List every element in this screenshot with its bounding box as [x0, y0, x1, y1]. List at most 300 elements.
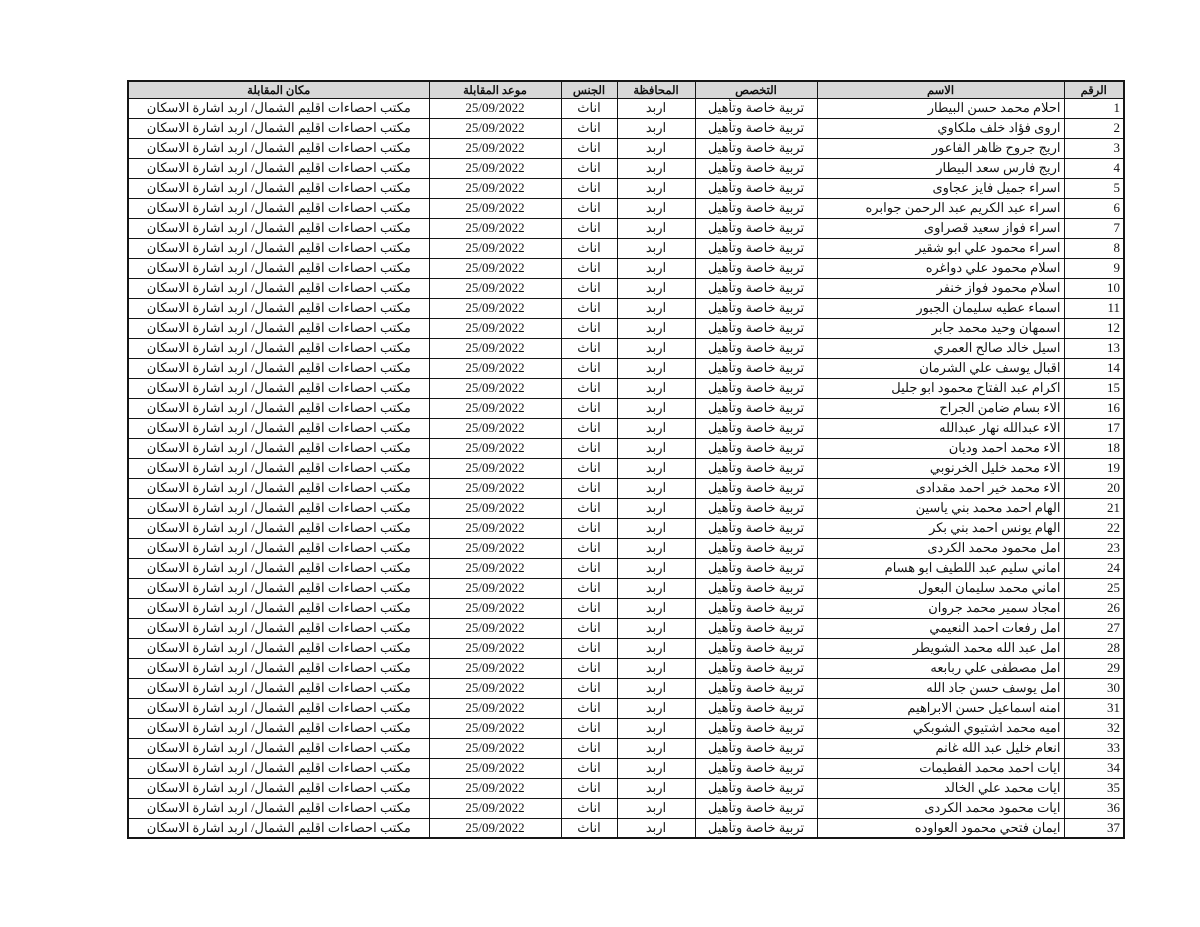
cell-name: اسراء عبد الكريم عبد الرحمن جوابره: [817, 198, 1064, 218]
cell-location: مكتب احصاءات اقليم الشمال/ اربد اشارة الاسكان: [128, 498, 429, 518]
cell-gender: اناث: [561, 258, 617, 278]
cell-gov: اربد: [617, 698, 695, 718]
cell-name: اقبال يوسف علي الشرمان: [817, 358, 1064, 378]
cell-gender: اناث: [561, 398, 617, 418]
cell-name: اريج فارس سعد البيطار: [817, 158, 1064, 178]
table-row: [128, 238, 1124, 258]
cell-num: 37: [1064, 818, 1124, 838]
cell-num: 10: [1064, 278, 1124, 298]
cell-spec: تربية خاصة وتأهيل: [695, 418, 817, 438]
cell-date: 25/09/2022: [429, 538, 561, 558]
cell-gender: اناث: [561, 798, 617, 818]
interview-schedule-table: [127, 80, 1125, 839]
cell-num: 28: [1064, 638, 1124, 658]
cell-location: مكتب احصاءات اقليم الشمال/ اربد اشارة الاسكان: [128, 518, 429, 538]
cell-location: مكتب احصاءات اقليم الشمال/ اربد اشارة الاسكان: [128, 198, 429, 218]
cell-date: 25/09/2022: [429, 478, 561, 498]
cell-date: 25/09/2022: [429, 418, 561, 438]
cell-gender: اناث: [561, 558, 617, 578]
cell-date: 25/09/2022: [429, 638, 561, 658]
cell-spec: تربية خاصة وتأهيل: [695, 598, 817, 618]
cell-location: مكتب احصاءات اقليم الشمال/ اربد اشارة الاسكان: [128, 398, 429, 418]
cell-name: امنه اسماعيل حسن الابراهيم: [817, 698, 1064, 718]
cell-gender: اناث: [561, 778, 617, 798]
cell-gender: اناث: [561, 418, 617, 438]
cell-gov: اربد: [617, 598, 695, 618]
table-row: [128, 518, 1124, 538]
table-header: [128, 81, 1124, 98]
cell-gov: اربد: [617, 358, 695, 378]
cell-gender: اناث: [561, 118, 617, 138]
cell-name: ايات محمود محمد الكردى: [817, 798, 1064, 818]
cell-num: 15: [1064, 378, 1124, 398]
cell-gov: اربد: [617, 638, 695, 658]
cell-num: 35: [1064, 778, 1124, 798]
cell-num: 4: [1064, 158, 1124, 178]
cell-date: 25/09/2022: [429, 438, 561, 458]
cell-spec: تربية خاصة وتأهيل: [695, 518, 817, 538]
col-header-interview-date: موعد المقابلة: [429, 81, 561, 98]
cell-gender: اناث: [561, 758, 617, 778]
cell-gender: اناث: [561, 618, 617, 638]
cell-gender: اناث: [561, 158, 617, 178]
cell-date: 25/09/2022: [429, 378, 561, 398]
cell-num: 12: [1064, 318, 1124, 338]
cell-location: مكتب احصاءات اقليم الشمال/ اربد اشارة الاسكان: [128, 298, 429, 318]
cell-spec: تربية خاصة وتأهيل: [695, 118, 817, 138]
cell-gov: اربد: [617, 738, 695, 758]
cell-date: 25/09/2022: [429, 758, 561, 778]
cell-location: مكتب احصاءات اقليم الشمال/ اربد اشارة الاسكان: [128, 118, 429, 138]
table-row: [128, 538, 1124, 558]
cell-location: مكتب احصاءات اقليم الشمال/ اربد اشارة الاسكان: [128, 698, 429, 718]
cell-name: امل محمود محمد الكردى: [817, 538, 1064, 558]
cell-spec: تربية خاصة وتأهيل: [695, 438, 817, 458]
cell-name: امل رفعات احمد النعيمي: [817, 618, 1064, 638]
cell-num: 25: [1064, 578, 1124, 598]
cell-date: 25/09/2022: [429, 358, 561, 378]
cell-gender: اناث: [561, 518, 617, 538]
cell-num: 21: [1064, 498, 1124, 518]
col-header-gender: الجنس: [561, 81, 617, 98]
cell-gov: اربد: [617, 198, 695, 218]
cell-spec: تربية خاصة وتأهيل: [695, 278, 817, 298]
cell-location: مكتب احصاءات اقليم الشمال/ اربد اشارة الاسكان: [128, 798, 429, 818]
cell-num: 1: [1064, 98, 1124, 118]
table-row: [128, 378, 1124, 398]
cell-date: 25/09/2022: [429, 598, 561, 618]
table-row: [128, 458, 1124, 478]
cell-spec: تربية خاصة وتأهيل: [695, 198, 817, 218]
cell-num: 18: [1064, 438, 1124, 458]
cell-gender: اناث: [561, 458, 617, 478]
cell-gov: اربد: [617, 338, 695, 358]
cell-date: 25/09/2022: [429, 698, 561, 718]
table-row: [128, 118, 1124, 138]
cell-name: الاء عبدالله نهار عبدالله: [817, 418, 1064, 438]
cell-location: مكتب احصاءات اقليم الشمال/ اربد اشارة الاسكان: [128, 338, 429, 358]
table-row: [128, 758, 1124, 778]
cell-name: اسيل خالد صالح العمري: [817, 338, 1064, 358]
cell-date: 25/09/2022: [429, 318, 561, 338]
cell-gov: اربد: [617, 818, 695, 838]
cell-spec: تربية خاصة وتأهيل: [695, 178, 817, 198]
cell-gender: اناث: [561, 658, 617, 678]
table-row: [128, 578, 1124, 598]
cell-num: 36: [1064, 798, 1124, 818]
cell-name: انعام خليل عبد الله غانم: [817, 738, 1064, 758]
cell-num: 13: [1064, 338, 1124, 358]
table-row: [128, 778, 1124, 798]
cell-gov: اربد: [617, 578, 695, 598]
table-row: [128, 418, 1124, 438]
cell-location: مكتب احصاءات اقليم الشمال/ اربد اشارة الاسكان: [128, 318, 429, 338]
cell-gov: اربد: [617, 458, 695, 478]
cell-num: 8: [1064, 238, 1124, 258]
cell-gender: اناث: [561, 738, 617, 758]
cell-spec: تربية خاصة وتأهيل: [695, 718, 817, 738]
cell-date: 25/09/2022: [429, 118, 561, 138]
cell-location: مكتب احصاءات اقليم الشمال/ اربد اشارة الاسكان: [128, 478, 429, 498]
cell-num: 20: [1064, 478, 1124, 498]
cell-gender: اناث: [561, 698, 617, 718]
cell-gov: اربد: [617, 658, 695, 678]
cell-gov: اربد: [617, 398, 695, 418]
cell-location: مكتب احصاءات اقليم الشمال/ اربد اشارة الاسكان: [128, 558, 429, 578]
cell-gov: اربد: [617, 418, 695, 438]
col-header-governorate: المحافظة: [617, 81, 695, 98]
cell-gov: اربد: [617, 378, 695, 398]
table-row: [128, 158, 1124, 178]
cell-location: مكتب احصاءات اقليم الشمال/ اربد اشارة الاسكان: [128, 158, 429, 178]
cell-num: 11: [1064, 298, 1124, 318]
table-row: [128, 598, 1124, 618]
cell-gender: اناث: [561, 198, 617, 218]
cell-date: 25/09/2022: [429, 458, 561, 478]
cell-num: 34: [1064, 758, 1124, 778]
cell-gender: اناث: [561, 138, 617, 158]
cell-spec: تربية خاصة وتأهيل: [695, 578, 817, 598]
cell-date: 25/09/2022: [429, 218, 561, 238]
table-row: [128, 278, 1124, 298]
table-row: [128, 618, 1124, 638]
cell-num: 24: [1064, 558, 1124, 578]
cell-name: اماني سليم عبد اللطيف ابو هسام: [817, 558, 1064, 578]
cell-location: مكتب احصاءات اقليم الشمال/ اربد اشارة الاسكان: [128, 278, 429, 298]
cell-gov: اربد: [617, 758, 695, 778]
cell-gov: اربد: [617, 138, 695, 158]
cell-location: مكتب احصاءات اقليم الشمال/ اربد اشارة الاسكان: [128, 378, 429, 398]
cell-name: اكرام عبد الفتاح محمود ابو جليل: [817, 378, 1064, 398]
cell-num: 5: [1064, 178, 1124, 198]
table-row: [128, 738, 1124, 758]
cell-date: 25/09/2022: [429, 198, 561, 218]
cell-location: مكتب احصاءات اقليم الشمال/ اربد اشارة الاسكان: [128, 778, 429, 798]
cell-gender: اناث: [561, 218, 617, 238]
cell-date: 25/09/2022: [429, 278, 561, 298]
cell-name: اسلام محمود فواز خنفر: [817, 278, 1064, 298]
cell-date: 25/09/2022: [429, 398, 561, 418]
cell-spec: تربية خاصة وتأهيل: [695, 398, 817, 418]
table-row: [128, 338, 1124, 358]
cell-date: 25/09/2022: [429, 798, 561, 818]
table-row: [128, 498, 1124, 518]
cell-name: اسمهان وحيد محمد جابر: [817, 318, 1064, 338]
cell-gov: اربد: [617, 678, 695, 698]
cell-num: 31: [1064, 698, 1124, 718]
cell-name: اسماء عطيه سليمان الجبور: [817, 298, 1064, 318]
cell-spec: تربية خاصة وتأهيل: [695, 338, 817, 358]
cell-gov: اربد: [617, 618, 695, 638]
table-row: [128, 138, 1124, 158]
cell-date: 25/09/2022: [429, 618, 561, 638]
table-row: [128, 318, 1124, 338]
table-row: [128, 638, 1124, 658]
cell-spec: تربية خاصة وتأهيل: [695, 98, 817, 118]
cell-location: مكتب احصاءات اقليم الشمال/ اربد اشارة الاسكان: [128, 138, 429, 158]
cell-gov: اربد: [617, 158, 695, 178]
cell-spec: تربية خاصة وتأهيل: [695, 798, 817, 818]
table-row: [128, 198, 1124, 218]
cell-location: مكتب احصاءات اقليم الشمال/ اربد اشارة الاسكان: [128, 678, 429, 698]
table-row: [128, 478, 1124, 498]
cell-gender: اناث: [561, 498, 617, 518]
cell-name: الهام يونس احمد بني بكر: [817, 518, 1064, 538]
cell-gov: اربد: [617, 478, 695, 498]
cell-spec: تربية خاصة وتأهيل: [695, 138, 817, 158]
cell-date: 25/09/2022: [429, 238, 561, 258]
table-row: [128, 658, 1124, 678]
table-row: [128, 818, 1124, 838]
cell-spec: تربية خاصة وتأهيل: [695, 618, 817, 638]
cell-location: مكتب احصاءات اقليم الشمال/ اربد اشارة الاسكان: [128, 658, 429, 678]
cell-name: ايات محمد علي الخالد: [817, 778, 1064, 798]
cell-gender: اناث: [561, 538, 617, 558]
cell-location: مكتب احصاءات اقليم الشمال/ اربد اشارة الاسكان: [128, 618, 429, 638]
cell-num: 33: [1064, 738, 1124, 758]
cell-spec: تربية خاصة وتأهيل: [695, 758, 817, 778]
table-row: [128, 798, 1124, 818]
cell-location: مكتب احصاءات اقليم الشمال/ اربد اشارة الاسكان: [128, 98, 429, 118]
cell-date: 25/09/2022: [429, 338, 561, 358]
table-row: [128, 298, 1124, 318]
cell-name: الاء محمد خليل الخرنوبي: [817, 458, 1064, 478]
cell-date: 25/09/2022: [429, 678, 561, 698]
cell-num: 17: [1064, 418, 1124, 438]
cell-spec: تربية خاصة وتأهيل: [695, 458, 817, 478]
cell-date: 25/09/2022: [429, 298, 561, 318]
cell-location: مكتب احصاءات اقليم الشمال/ اربد اشارة الاسكان: [128, 818, 429, 838]
table-row: [128, 218, 1124, 238]
cell-num: 29: [1064, 658, 1124, 678]
cell-gender: اناث: [561, 298, 617, 318]
cell-date: 25/09/2022: [429, 98, 561, 118]
cell-gender: اناث: [561, 338, 617, 358]
cell-name: اميه محمد اشتيوي الشوبكي: [817, 718, 1064, 738]
cell-spec: تربية خاصة وتأهيل: [695, 358, 817, 378]
table-row: [128, 258, 1124, 278]
cell-gender: اناث: [561, 358, 617, 378]
cell-spec: تربية خاصة وتأهيل: [695, 318, 817, 338]
cell-gov: اربد: [617, 298, 695, 318]
cell-gender: اناث: [561, 238, 617, 258]
cell-spec: تربية خاصة وتأهيل: [695, 778, 817, 798]
cell-location: مكتب احصاءات اقليم الشمال/ اربد اشارة الاسكان: [128, 358, 429, 378]
cell-name: اسراء فواز سعيد قصراوى: [817, 218, 1064, 238]
cell-name: الهام احمد محمد بني ياسين: [817, 498, 1064, 518]
cell-name: امل مصطفى علي ربابعه: [817, 658, 1064, 678]
cell-num: 2: [1064, 118, 1124, 138]
cell-spec: تربية خاصة وتأهيل: [695, 538, 817, 558]
cell-num: 32: [1064, 718, 1124, 738]
cell-spec: تربية خاصة وتأهيل: [695, 738, 817, 758]
cell-gender: اناث: [561, 178, 617, 198]
cell-spec: تربية خاصة وتأهيل: [695, 478, 817, 498]
cell-num: 6: [1064, 198, 1124, 218]
cell-num: 19: [1064, 458, 1124, 478]
cell-date: 25/09/2022: [429, 578, 561, 598]
cell-gender: اناث: [561, 378, 617, 398]
cell-spec: تربية خاصة وتأهيل: [695, 238, 817, 258]
table-body: [128, 98, 1124, 838]
cell-location: مكتب احصاءات اقليم الشمال/ اربد اشارة الاسكان: [128, 458, 429, 478]
cell-location: مكتب احصاءات اقليم الشمال/ اربد اشارة الاسكان: [128, 218, 429, 238]
cell-name: ايات احمد محمد الفطيمات: [817, 758, 1064, 778]
table-row: [128, 558, 1124, 578]
cell-name: اسراء محمود علي ابو شقير: [817, 238, 1064, 258]
header-row: [128, 81, 1124, 98]
cell-location: مكتب احصاءات اقليم الشمال/ اربد اشارة الاسكان: [128, 718, 429, 738]
cell-gov: اربد: [617, 178, 695, 198]
cell-spec: تربية خاصة وتأهيل: [695, 498, 817, 518]
col-header-name: الاسم: [817, 81, 1064, 98]
table-row: [128, 678, 1124, 698]
col-header-specialization: التخصص: [695, 81, 817, 98]
cell-location: مكتب احصاءات اقليم الشمال/ اربد اشارة الاسكان: [128, 178, 429, 198]
cell-date: 25/09/2022: [429, 178, 561, 198]
cell-date: 25/09/2022: [429, 558, 561, 578]
cell-location: مكتب احصاءات اقليم الشمال/ اربد اشارة الاسكان: [128, 438, 429, 458]
cell-num: 9: [1064, 258, 1124, 278]
cell-gender: اناث: [561, 598, 617, 618]
cell-name: الاء محمد خير احمد مقدادى: [817, 478, 1064, 498]
cell-gov: اربد: [617, 238, 695, 258]
cell-date: 25/09/2022: [429, 658, 561, 678]
cell-location: مكتب احصاءات اقليم الشمال/ اربد اشارة الاسكان: [128, 578, 429, 598]
cell-gov: اربد: [617, 518, 695, 538]
cell-num: 26: [1064, 598, 1124, 618]
cell-spec: تربية خاصة وتأهيل: [695, 378, 817, 398]
table-row: [128, 698, 1124, 718]
cell-gender: اناث: [561, 818, 617, 838]
cell-spec: تربية خاصة وتأهيل: [695, 558, 817, 578]
cell-name: امجاد سمير محمد جروان: [817, 598, 1064, 618]
cell-num: 3: [1064, 138, 1124, 158]
cell-name: الاء محمد احمد وديان: [817, 438, 1064, 458]
cell-num: 23: [1064, 538, 1124, 558]
cell-spec: تربية خاصة وتأهيل: [695, 818, 817, 838]
cell-gov: اربد: [617, 278, 695, 298]
table-row: [128, 718, 1124, 738]
cell-gov: اربد: [617, 118, 695, 138]
cell-gov: اربد: [617, 258, 695, 278]
cell-date: 25/09/2022: [429, 138, 561, 158]
cell-gov: اربد: [617, 318, 695, 338]
cell-location: مكتب احصاءات اقليم الشمال/ اربد اشارة الاسكان: [128, 538, 429, 558]
cell-date: 25/09/2022: [429, 738, 561, 758]
cell-name: الاء بسام ضامن الجراح: [817, 398, 1064, 418]
cell-gender: اناث: [561, 638, 617, 658]
cell-spec: تربية خاصة وتأهيل: [695, 258, 817, 278]
cell-gender: اناث: [561, 318, 617, 338]
cell-location: مكتب احصاءات اقليم الشمال/ اربد اشارة الاسكان: [128, 738, 429, 758]
cell-num: 22: [1064, 518, 1124, 538]
cell-gender: اناث: [561, 718, 617, 738]
cell-name: اسلام محمود علي دواغره: [817, 258, 1064, 278]
cell-name: امل يوسف حسن جاد الله: [817, 678, 1064, 698]
cell-date: 25/09/2022: [429, 258, 561, 278]
table-row: [128, 358, 1124, 378]
cell-num: 30: [1064, 678, 1124, 698]
cell-date: 25/09/2022: [429, 818, 561, 838]
cell-spec: تربية خاصة وتأهيل: [695, 698, 817, 718]
cell-gender: اناث: [561, 478, 617, 498]
cell-name: ايمان فتحي محمود العواوده: [817, 818, 1064, 838]
cell-gender: اناث: [561, 98, 617, 118]
cell-gov: اربد: [617, 798, 695, 818]
cell-date: 25/09/2022: [429, 718, 561, 738]
cell-date: 25/09/2022: [429, 498, 561, 518]
cell-spec: تربية خاصة وتأهيل: [695, 218, 817, 238]
cell-gov: اربد: [617, 538, 695, 558]
cell-spec: تربية خاصة وتأهيل: [695, 158, 817, 178]
cell-location: مكتب احصاءات اقليم الشمال/ اربد اشارة الاسكان: [128, 638, 429, 658]
table-row: [128, 98, 1124, 118]
cell-spec: تربية خاصة وتأهيل: [695, 638, 817, 658]
cell-num: 14: [1064, 358, 1124, 378]
cell-gender: اناث: [561, 278, 617, 298]
cell-date: 25/09/2022: [429, 518, 561, 538]
cell-name: اسراء جميل فايز عجاوى: [817, 178, 1064, 198]
cell-date: 25/09/2022: [429, 778, 561, 798]
cell-gov: اربد: [617, 498, 695, 518]
cell-spec: تربية خاصة وتأهيل: [695, 298, 817, 318]
cell-gender: اناث: [561, 678, 617, 698]
cell-spec: تربية خاصة وتأهيل: [695, 678, 817, 698]
cell-date: 25/09/2022: [429, 158, 561, 178]
cell-name: اريج جروح ظاهر الفاعور: [817, 138, 1064, 158]
cell-location: مكتب احصاءات اقليم الشمال/ اربد اشارة الاسكان: [128, 238, 429, 258]
cell-gender: اناث: [561, 578, 617, 598]
table-row: [128, 178, 1124, 198]
cell-gov: اربد: [617, 778, 695, 798]
cell-name: اروى فؤاد خلف ملكاوي: [817, 118, 1064, 138]
cell-name: امل عبد الله محمد الشويطر: [817, 638, 1064, 658]
cell-num: 7: [1064, 218, 1124, 238]
cell-gov: اربد: [617, 218, 695, 238]
cell-location: مكتب احصاءات اقليم الشمال/ اربد اشارة الاسكان: [128, 598, 429, 618]
cell-gender: اناث: [561, 438, 617, 458]
table-row: [128, 398, 1124, 418]
cell-name: اماني محمد سليمان البعول: [817, 578, 1064, 598]
cell-location: مكتب احصاءات اقليم الشمال/ اربد اشارة الاسكان: [128, 758, 429, 778]
cell-name: احلام محمد حسن البيطار: [817, 98, 1064, 118]
cell-spec: تربية خاصة وتأهيل: [695, 658, 817, 678]
cell-num: 16: [1064, 398, 1124, 418]
cell-location: مكتب احصاءات اقليم الشمال/ اربد اشارة الاسكان: [128, 418, 429, 438]
cell-gov: اربد: [617, 558, 695, 578]
cell-gov: اربد: [617, 718, 695, 738]
